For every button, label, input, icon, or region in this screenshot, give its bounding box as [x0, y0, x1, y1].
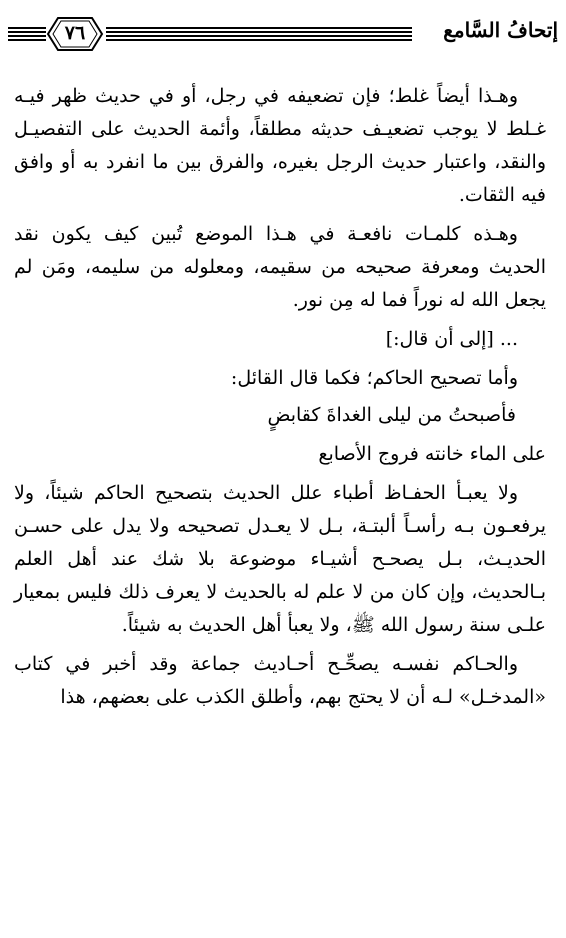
paragraph: وأما تصحيح الحاكم؛ فكما قال القائل:	[230, 367, 518, 389]
header-rule-left	[8, 27, 46, 41]
ellipsis-line: ... [إلى أن قال:]	[385, 328, 518, 350]
page-body	[14, 80, 546, 714]
page-number: ٧٦	[64, 22, 86, 44]
page-header	[8, 14, 558, 56]
header-rule	[106, 27, 412, 41]
verse-first-hemistich: فأصبحتُ من ليلى الغداةَ كقابضٍ	[267, 404, 516, 426]
running-head-title: إتحافُ السَّامع	[443, 18, 558, 42]
paragraph: ولا يعبـأ الحفـاظ أطباء علل الحديث بتصحيح الحاكم شيئاً، ولا يرفعـون بـه رأسـاً ألبتـة، بـل لا يعـدل تصحيحه ولا يدل على حسـن الحديـث، بـل يصحـح أشيـاء موضوعة بلا شك عند أهل العلم بـالحديث، وإن كان من لا علم له بالحديث لا يعرف ذلك فليس بمعيار علـى سنة رسول الله ﷺ، ولا يعبأ أهل الحديث به شيئاً.	[14, 482, 546, 636]
paragraph: وهـذه كلمـات نافعـة في هـذا الموضع تُبين كيف يكون نقد الحديث ومعرفة صحيحه من سقيمه، ومعلوله من سليمه، ومَن لم يجعل الله له نوراً فما له مِن نور.	[14, 223, 546, 311]
paragraph: والحـاكم نفسـه يصحِّـح أحـاديث جماعة وقد أخبر في كتاب «المدخـل» لـه أن لا يحتج بهم، وأطلق الكذب على بعضهم، هذا	[14, 653, 546, 708]
page-number-badge	[46, 16, 104, 52]
paragraph: وهـذا أيضاً غلط؛ فإن تضعيفه في رجل، أو في حديث ظهر فيـه غـلط لا يوجب تضعيـف حديثه مطلقاً، وأئمة الحديث على التفصيـل والنقد، واعتبار حديث الرجل بغيره، والفرق بين ما انفرد به أو وافق فيه الثقات.	[14, 85, 546, 206]
verse-second-hemistich: على الماء خانته فروج الأصابع	[318, 443, 546, 465]
